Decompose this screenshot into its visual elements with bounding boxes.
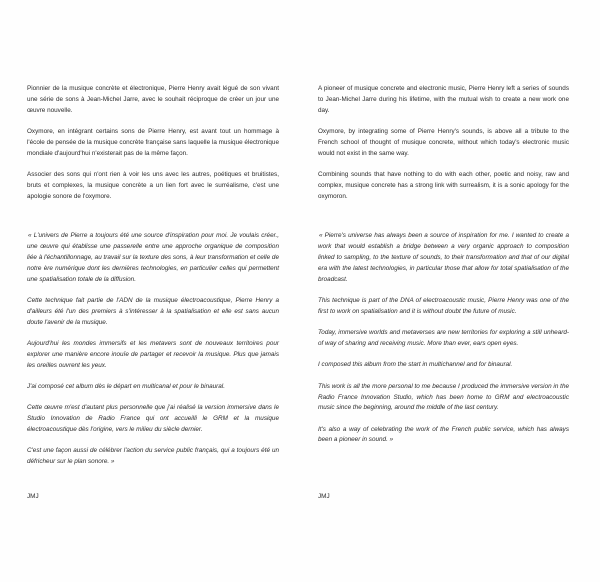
french-intro-paragraph: Oxymore, en intégrant certains sons de Pierre Henry, est avant tout un hommage à l'école de pensée de la musique concrète française sans laquelle la musique électronique mondiale d'aujourd'hui n'existerait pas de la même façon. xyxy=(27,127,279,157)
french-quote-paragraph: C'est une façon aussi de célébrer l'action du service public français, qui a toujours été un défricheur sur le plan sonore. » xyxy=(27,447,279,466)
french-intro-paragraph: Pionnier de la musique concrète et électronique, Pierre Henry avait légué de son vivant une série de sons à Jean-Michel Jarre, avec le souhait réciproque de créer un jour une œuvre nouvelle. xyxy=(27,85,279,114)
english-quote-paragraph: I composed this album from the start in multichannel and for binaural. xyxy=(318,361,513,369)
english-quote-paragraph: Today, immersive worlds and metaverses are new territories for exploring a still unheard-of way of sharing and receiving music. More than ever, ears open eyes. xyxy=(318,329,569,347)
french-quote-paragraph: J'ai composé cet album dès le départ en multicanal et pour le binaural. xyxy=(27,382,225,390)
english-signature: JMJ xyxy=(318,493,330,500)
french-quote-paragraph: Cette œuvre m'est d'autant plus personnelle que j'ai réalisé la version immersive dans le Studio Innovation de Radio France qui ont accueilli le GRM et la musique électroacoustique dès l'origine, vers le milieu du siècle dernier. xyxy=(27,404,279,433)
english-intro-paragraph: Oxymore, by integrating some of Pierre Henry's sounds, is above all a tribute to the French school of thought of musique concrete, without which today's electronic music would not exist in the same way. xyxy=(318,127,569,157)
french-intro xyxy=(27,84,279,202)
french-quote xyxy=(27,231,279,468)
english-intro-paragraph: Combining sounds that have nothing to do with each other, poetic and noisy, raw and complex, musique concrete has a strong link with surrealism, it is a sonic apology for the oxymoron. xyxy=(318,170,569,200)
english-quote-paragraph: This work is all the more personal to me because I produced the immersive version in the Radio France Innovation Studio, which has been home to GRM and electroacoustic music since the beginning, around the middle of the last century. xyxy=(318,382,569,412)
english-intro xyxy=(318,84,569,202)
english-quote xyxy=(318,231,569,446)
english-quote-paragraph: « Pierre's universe has always been a source of inspiration for me. I wanted to create a work that would establish a bridge between a very organic approach to composition linked to sampling, to the texture of sounds, to their transformation and that of our digital era with the latest technologies, in particular those that allow for total spatialisation of the broadcast. xyxy=(318,232,569,283)
french-signature: JMJ xyxy=(27,493,39,500)
english-column xyxy=(318,84,569,446)
french-quote-paragraph: « L'univers de Pierre a toujours été une source d'inspiration pour moi. Je voulais créer., une œuvre qui établisse une passerelle entre une approche organique de composition liée à l'échantillonnage, au travail sur la texture des sons, à leur transformation et celle de notre ère numérique dont les dernières technologies, en particulier celles qui permettent une spatialisation totale de la diffusion. xyxy=(27,232,279,283)
english-quote-paragraph: It's also a way of celebrating the work of the French public service, which has always been a pioneer in sound. » xyxy=(318,425,569,444)
english-intro-paragraph: A pioneer of musique concrete and electronic music, Pierre Henry left a series of sounds to Jean-Michel Jarre during his lifetime, with the mutual wish to create a new work one day. xyxy=(318,85,569,114)
french-quote-paragraph: Cette technique fait partie de l'ADN de la musique électroacoustique, Pierre Henry a d'ailleurs été l'un des premiers à s'intéresser à la spatialisation et elle est sans aucun doute l'avenir de la musique. xyxy=(27,296,279,326)
french-intro-paragraph: Associer des sons qui n'ont rien à voir les uns avec les autres, poétiques et bruitistes, bruts et complexes, la musique concrète a un lien fort avec le surréalisme, c'est une apologie sonore de l'oxymore. xyxy=(27,170,279,200)
english-quote-paragraph: This technique is part of the DNA of electroacoustic music, Pierre Henry was one of the first to work on spatialisation and it is without doubt the future of music. xyxy=(318,296,569,315)
french-column xyxy=(27,84,279,468)
french-quote-paragraph: Aujourd'hui les mondes immersifs et les metavers sont de nouveaux territoires pour explorer une manière encore inouïe de partager et recevoir la musique. Plus que jamais les oreilles ouvrent les yeux. xyxy=(27,339,279,369)
